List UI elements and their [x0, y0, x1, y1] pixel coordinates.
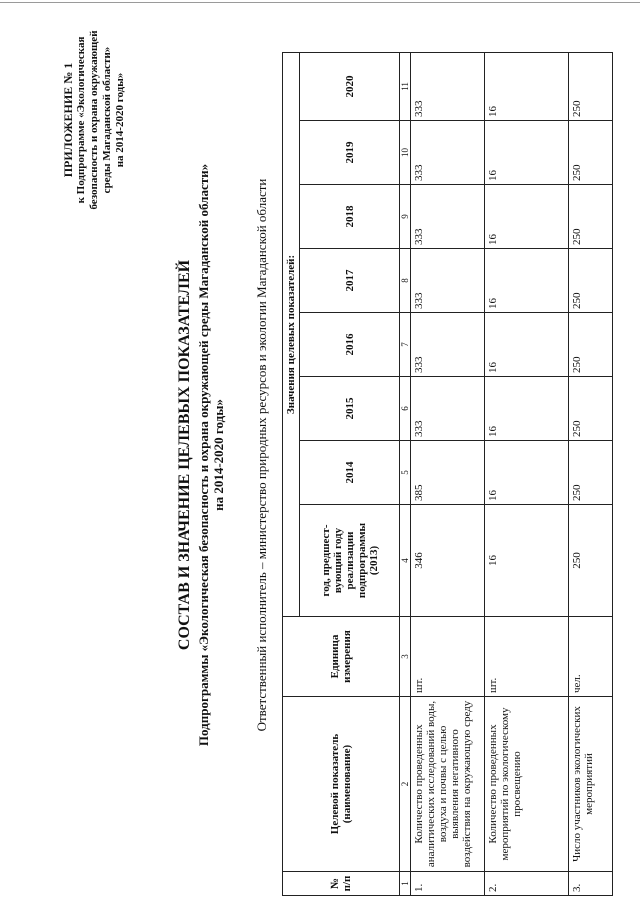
row-value: 333	[411, 185, 485, 249]
row-value: 250	[569, 441, 613, 505]
header-num: № п/п	[283, 872, 400, 896]
subtitle-line: на 2014-2020 годы»	[211, 399, 226, 511]
row-value: 250	[569, 185, 613, 249]
column-number: 11	[400, 52, 411, 120]
column-number: 8	[400, 249, 411, 313]
row-value: 16	[485, 249, 569, 313]
column-number: 2	[400, 697, 411, 872]
table-row	[411, 52, 485, 895]
column-number: 10	[400, 121, 411, 185]
header-values-group: Значения целевых показателей:	[283, 52, 300, 616]
column-number: 7	[400, 313, 411, 377]
row-value: 16	[485, 121, 569, 185]
row-value: 16	[485, 441, 569, 505]
column-number: 4	[400, 505, 411, 617]
column-number: 6	[400, 377, 411, 441]
header-unit: Единица измерения	[283, 617, 400, 697]
row-value: 16	[485, 377, 569, 441]
subtitle-line: Подпрограммы «Экологическая безопасность и охрана окружающей среды Магаданской области»	[196, 163, 211, 747]
column-number-row	[400, 52, 411, 895]
header-year: 2019	[300, 121, 400, 185]
row-value: 250	[569, 249, 613, 313]
appendix-line: к Подпрограмме «Экологическая	[75, 36, 87, 204]
appendix-block	[62, 25, 127, 215]
header-year: 2018	[300, 185, 400, 249]
table-row	[485, 52, 569, 895]
appendix-line: на 2014-2020 годы»	[114, 72, 126, 168]
row-value: 333	[411, 121, 485, 185]
row-value: 250	[569, 313, 613, 377]
row-value: 346	[411, 505, 485, 617]
row-value: 333	[411, 249, 485, 313]
header-year: 2014	[300, 441, 400, 505]
row-unit: шт.	[411, 617, 485, 697]
header-indicator: Целевой показатель (наименование)	[283, 697, 400, 872]
row-indicator-name: Количество проведенных аналитических исследований воды, воздуха и почвы с целью выявления негативного воздействия на окружающую среду	[411, 697, 485, 872]
column-number: 1	[400, 872, 411, 896]
header-year: 2016	[300, 313, 400, 377]
row-value: 333	[411, 377, 485, 441]
column-number: 9	[400, 185, 411, 249]
row-value: 250	[569, 121, 613, 185]
row-value: 250	[569, 52, 613, 120]
row-unit: шт.	[485, 617, 569, 697]
row-value: 16	[485, 52, 569, 120]
row-value: 16	[485, 505, 569, 617]
row-value: 333	[411, 52, 485, 120]
header-year: 2017	[300, 249, 400, 313]
document-subtitle	[196, 45, 226, 865]
indicators-table	[282, 52, 613, 896]
appendix-line: безопасность и охрана окружающей	[88, 30, 100, 210]
row-num: 1.	[411, 872, 485, 896]
appendix-line: среды Магаданской области»	[101, 46, 113, 194]
column-number: 5	[400, 441, 411, 505]
row-value: 385	[411, 441, 485, 505]
column-number: 3	[400, 617, 411, 697]
header-year: 2015	[300, 377, 400, 441]
row-value: 250	[569, 377, 613, 441]
row-unit: чел.	[569, 617, 613, 697]
row-indicator-name: Количество проведенных мероприятий по экологическому просвещению	[485, 697, 569, 872]
row-value: 16	[485, 185, 569, 249]
row-value: 333	[411, 313, 485, 377]
row-value: 16	[485, 313, 569, 377]
table-row	[569, 52, 613, 895]
row-num: 2.	[485, 872, 569, 896]
header-year: 2020	[300, 52, 400, 120]
row-num: 3.	[569, 872, 613, 896]
row-value: 250	[569, 505, 613, 617]
row-indicator-name: Число участников экологических мероприятий	[569, 697, 613, 872]
header-base-year: год, предшест-вующий году реализации подпрограммы (2013)	[300, 505, 400, 617]
appendix-heading: ПРИЛОЖЕНИЕ № 1	[61, 62, 75, 178]
document-title: СОСТАВ И ЗНАЧЕНИЕ ЦЕЛЕВЫХ ПОКАЗАТЕЛЕЙ	[176, 259, 193, 651]
responsible-executor: Ответственный исполнитель – министерство природных ресурсов и экологии Магаданской области	[254, 178, 269, 732]
